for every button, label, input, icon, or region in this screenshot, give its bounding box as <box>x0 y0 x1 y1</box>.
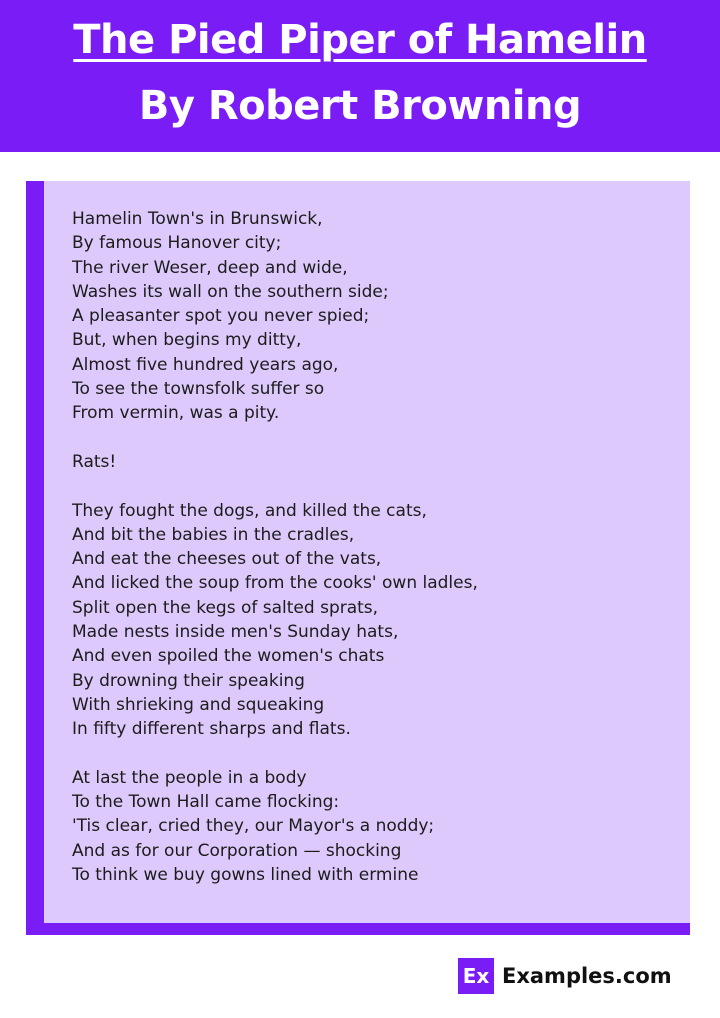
poem-line: 'Tis clear, cried they, our Mayor's a noddy; <box>72 816 435 837</box>
poem-line: At last the people in a body <box>72 767 307 788</box>
poem-line: With shrieking and squeaking <box>72 694 325 715</box>
poem-line: In fifty different sharps and flats. <box>72 719 351 740</box>
stanza <box>72 499 672 742</box>
examples-logo[interactable] <box>458 958 672 994</box>
poem-line: And licked the soup from the cooks' own ladles, <box>72 573 478 594</box>
poem-line: And even spoiled the women's chats <box>72 646 385 667</box>
logo-mark: Ex <box>458 958 494 994</box>
poem-line: Made nests inside men's Sunday hats, <box>72 622 399 643</box>
stanza <box>72 766 672 887</box>
poem-text <box>72 207 672 887</box>
poem-line: By famous Hanover city; <box>72 233 282 254</box>
poem-line: To think we buy gowns lined with ermine <box>72 865 419 886</box>
poem-line: They fought the dogs, and killed the cats, <box>72 500 427 521</box>
poem-line: Rats! <box>72 451 117 472</box>
header-banner <box>0 0 720 152</box>
stanza <box>72 207 672 426</box>
poem-line: Split open the kegs of salted sprats, <box>72 597 379 618</box>
poem-line: By drowning their speaking <box>72 670 305 691</box>
poem-line: Washes its wall on the southern side; <box>72 281 389 302</box>
page-subtitle: By Robert Browning <box>138 83 582 129</box>
poem-line: And bit the babies in the cradles, <box>72 524 355 545</box>
poem-line: To see the townsfolk suffer so <box>72 379 325 400</box>
poem-line: Almost five hundred years ago, <box>72 354 339 375</box>
poem-line: A pleasanter spot you never spied; <box>72 306 370 327</box>
poem-line: The river Weser, deep and wide, <box>72 257 348 278</box>
poem-line: To the Town Hall came flocking: <box>72 792 340 813</box>
poem-line: From vermin, was a pity. <box>72 403 280 424</box>
stanza <box>72 450 672 474</box>
poem-line: And as for our Corporation — shocking <box>72 840 402 861</box>
poem-line: Hamelin Town's in Brunswick, <box>72 209 323 229</box>
poem-line: And eat the cheeses out of the vats, <box>72 549 382 570</box>
page-title: The Pied Piper of Hamelin <box>73 17 647 63</box>
logo-text: Examples.com <box>502 964 672 988</box>
poem-line: But, when begins my ditty, <box>72 330 302 351</box>
